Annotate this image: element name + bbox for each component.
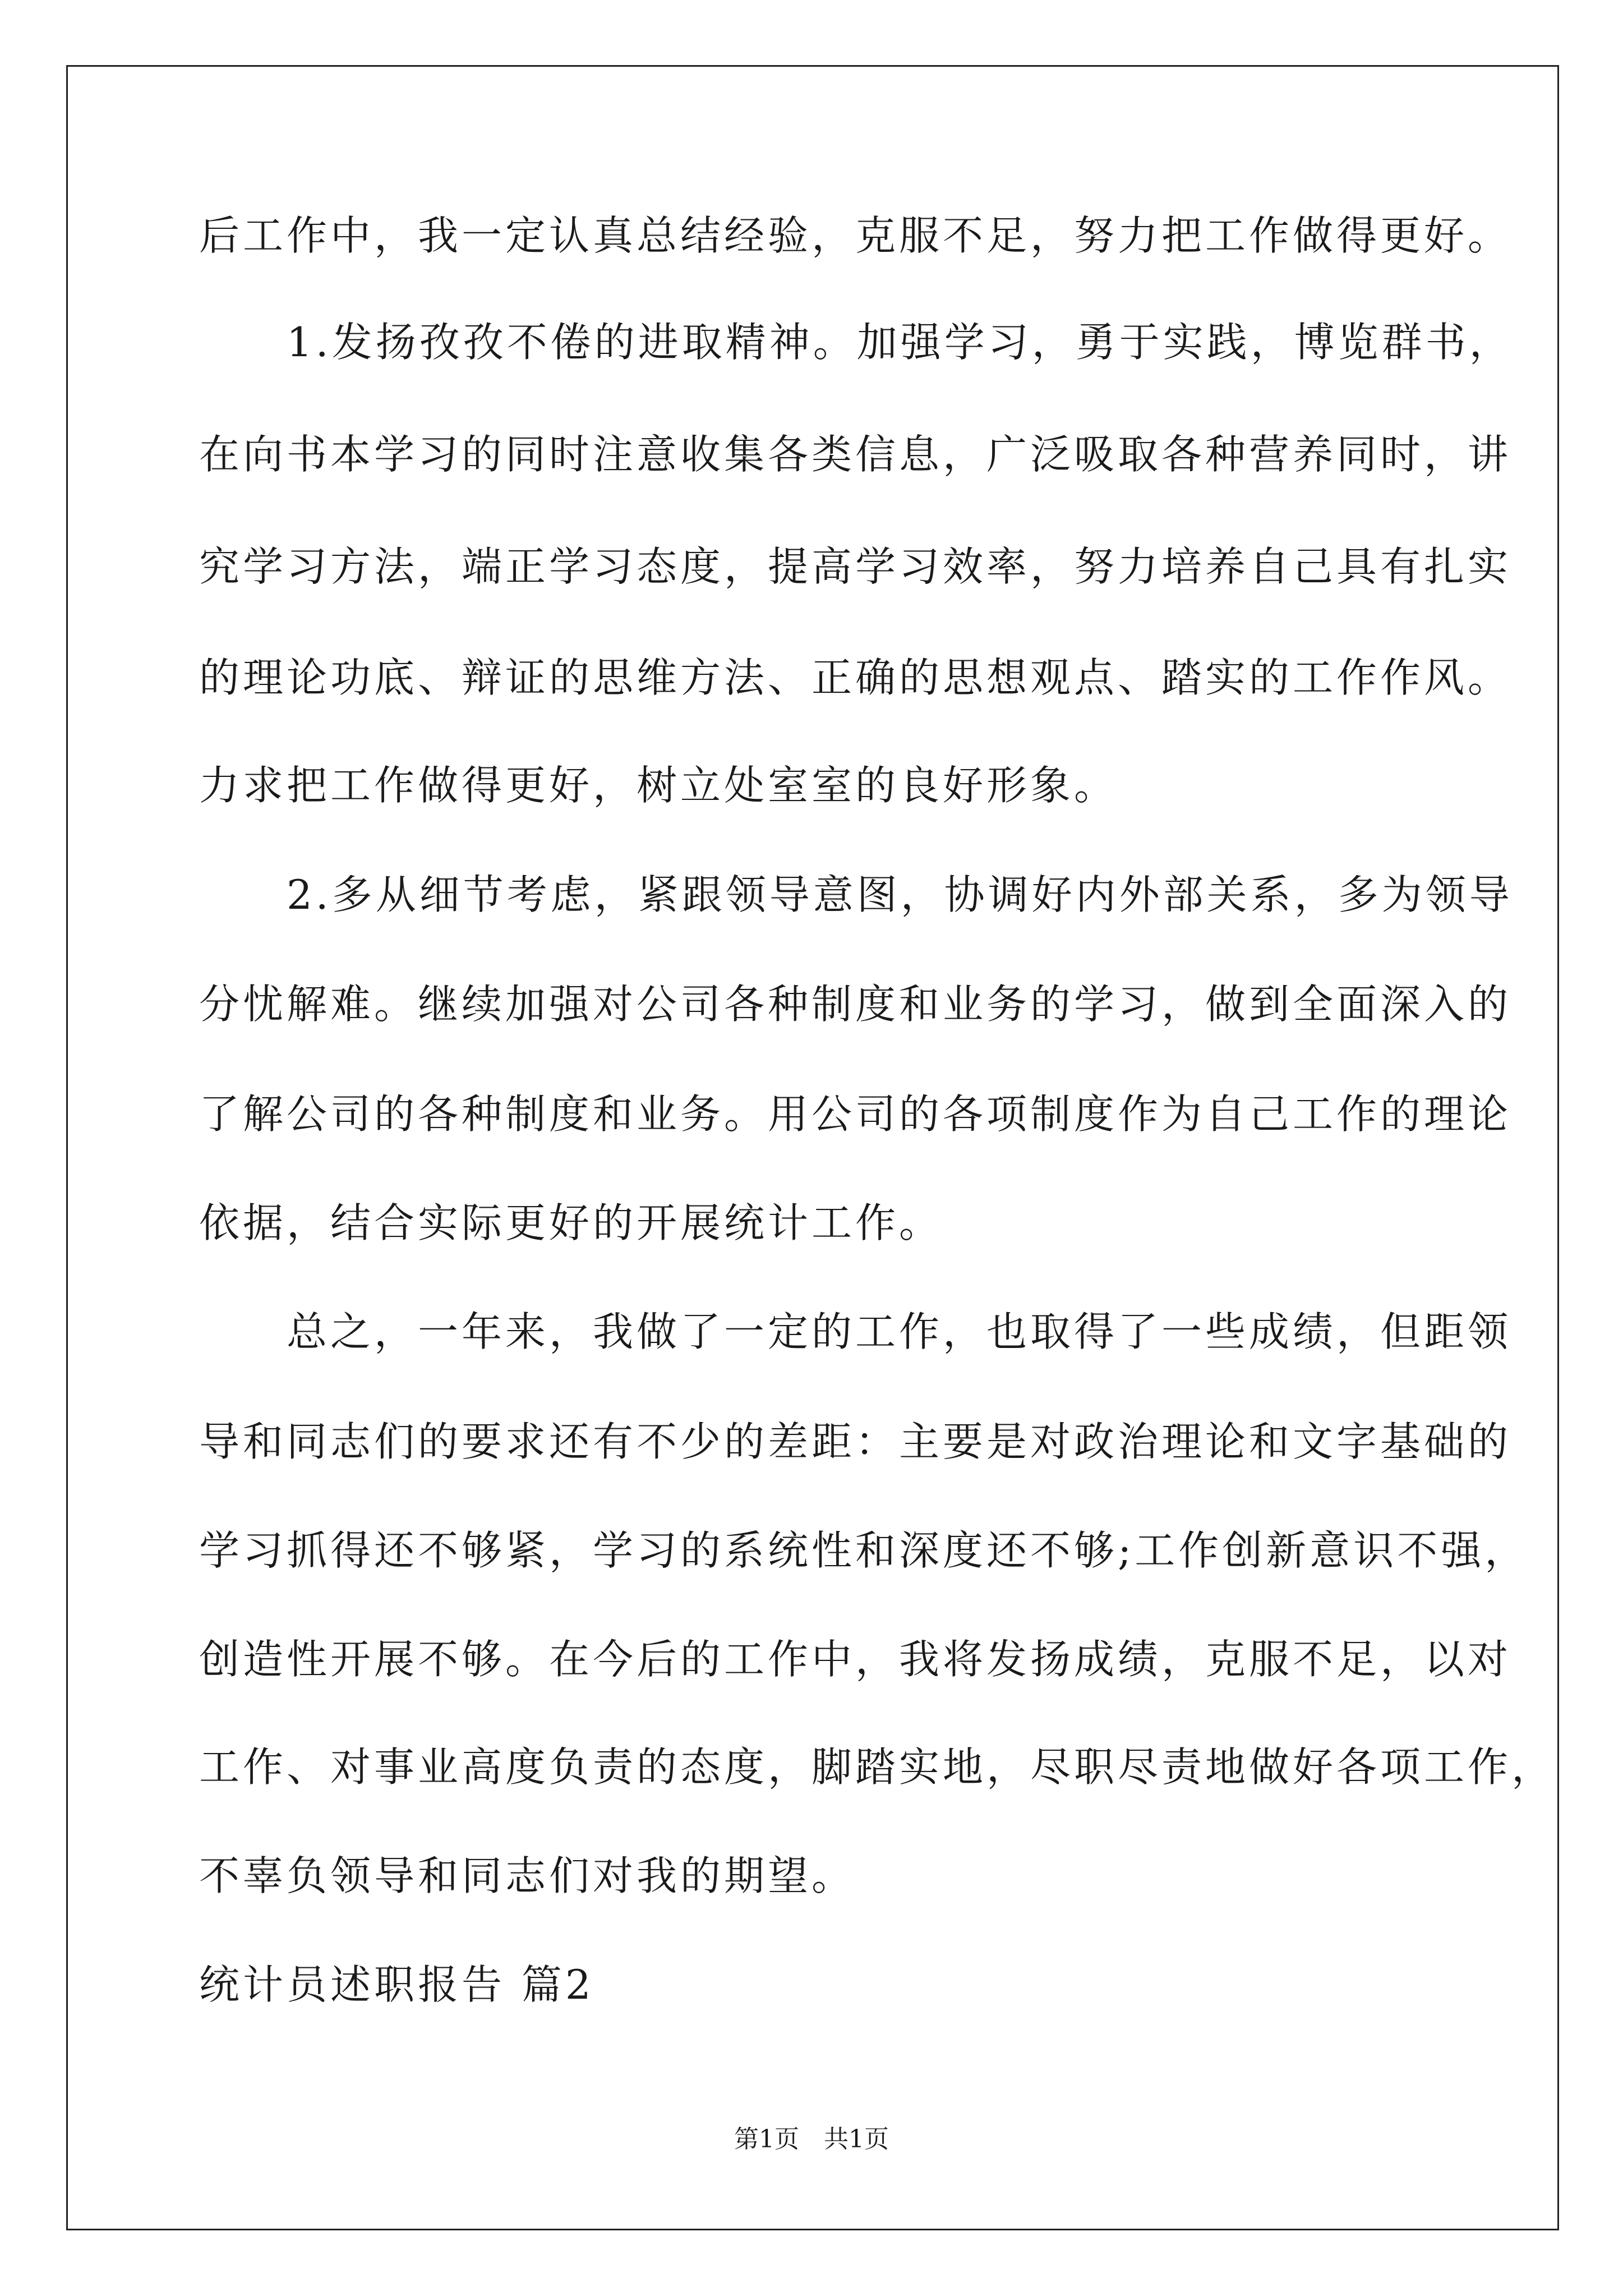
text-line: 2.多从细节考虑，紧跟领导意图，协调好内外部关系，多为领导	[199, 871, 1513, 918]
text-line: 依据，结合实际更好的开展统计工作。	[199, 1199, 943, 1246]
page-border	[66, 65, 1559, 2230]
text-line: 导和同志们的要求还有不少的差距：主要是对政治理论和文字基础的	[199, 1418, 1512, 1465]
text-line: 分忧解难。继续加强对公司各种制度和业务的学习，做到全面深入的	[199, 981, 1512, 1028]
text-line: 工作、对事业高度负责的态度，脚踏实地，尽职尽责地做好各项工作，	[199, 1743, 1556, 1791]
section-heading: 统计员述职报告 篇2	[199, 1961, 594, 2008]
text-line: 的理论功底、辩证的思维方法、正确的思想观点、踏实的工作作风。	[199, 654, 1512, 701]
text-line: 创造性开展不够。在今后的工作中，我将发扬成绩，克服不足，以对	[199, 1636, 1512, 1683]
page-number-footer: 第1页 共1页	[734, 2125, 889, 2154]
text-line: 在向书本学习的同时注意收集各类信息，广泛吸取各种营养同时，讲	[199, 431, 1512, 478]
text-line: 不辜负领导和同志们对我的期望。	[199, 1852, 856, 1899]
text-line: 力求把工作做得更好，树立处室室的良好形象。	[199, 762, 1118, 809]
text-line: 学习抓得还不够紧，学习的系统性和深度还不够;工作创新意识不强，	[199, 1527, 1529, 1574]
text-line: 究学习方法，端正学习态度，提高学习效率，努力培养自己具有扎实	[199, 543, 1512, 590]
text-line: 1.发扬孜孜不倦的进取精神。加强学习，勇于实践，博览群书，	[199, 319, 1513, 366]
text-line: 后工作中，我一定认真总结经验，克服不足，努力把工作做得更好。	[199, 212, 1512, 259]
text-line: 总之，一年来，我做了一定的工作，也取得了一些成绩，但距领	[199, 1308, 1512, 1355]
text-line: 了解公司的各种制度和业务。用公司的各项制度作为自己工作的理论	[199, 1091, 1512, 1138]
